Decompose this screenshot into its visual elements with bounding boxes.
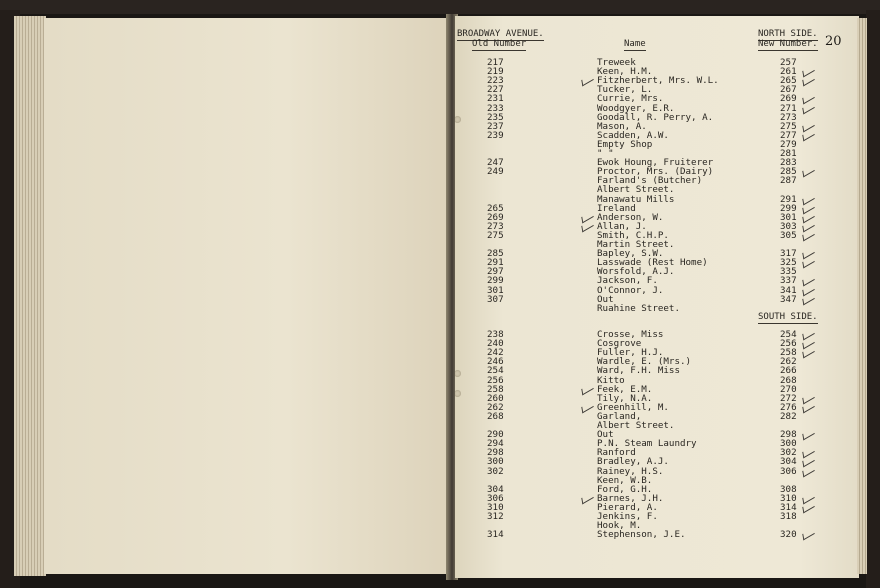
occupant-name: Mason, A. bbox=[597, 120, 647, 132]
occupant-name: Farland's (Butcher) bbox=[597, 175, 703, 187]
old-number: 237 bbox=[487, 120, 504, 132]
occupant-name: Empty Shop bbox=[597, 138, 653, 150]
old-number: 285 bbox=[487, 248, 504, 260]
occupant-name: Ford, G.H. bbox=[597, 483, 653, 495]
old-number: 223 bbox=[487, 75, 504, 87]
book-cover-top bbox=[0, 0, 880, 14]
left-page bbox=[44, 18, 448, 574]
new-number: 291 bbox=[780, 193, 797, 205]
occupant-name: Anderson, W. bbox=[597, 211, 664, 223]
old-number: 269 bbox=[487, 211, 504, 223]
new-number: 268 bbox=[780, 374, 797, 386]
occupant-name: Ewok Houng, Fruiterer bbox=[597, 157, 714, 169]
new-number: 257 bbox=[780, 57, 797, 68]
old-number: 302 bbox=[487, 465, 504, 477]
new-number: 282 bbox=[780, 410, 797, 422]
occupant-name: Bradley, A.J. bbox=[597, 456, 669, 468]
old-number: 249 bbox=[487, 166, 504, 178]
old-number: 297 bbox=[487, 266, 504, 278]
check-mark-icon bbox=[581, 382, 593, 395]
new-number: 266 bbox=[780, 365, 797, 377]
new-number: 299 bbox=[780, 202, 797, 214]
punch-hole bbox=[455, 370, 461, 377]
occupant-name: Ruahine Street. bbox=[597, 302, 680, 314]
occupant-name: Tucker, L. bbox=[597, 84, 653, 96]
name-header: Name bbox=[624, 39, 646, 49]
old-number: 298 bbox=[487, 447, 504, 459]
check-mark-icon bbox=[581, 400, 593, 413]
old-number: 307 bbox=[487, 293, 504, 305]
check-mark-icon bbox=[581, 74, 593, 87]
occupant-name: Out bbox=[597, 293, 614, 305]
occupant-name: Keen, H.M. bbox=[597, 66, 653, 78]
occupant-name: Fitzherbert, Mrs. W.L. bbox=[597, 75, 719, 87]
old-number: 301 bbox=[487, 284, 504, 296]
occupant-name: Jackson, F. bbox=[597, 275, 658, 287]
occupant-name: Keen, W.B. bbox=[597, 474, 653, 486]
north-side-header: NORTH SIDE. bbox=[758, 29, 818, 39]
new-number: 272 bbox=[780, 392, 797, 404]
new-number: 305 bbox=[780, 229, 797, 241]
new-number: 273 bbox=[780, 111, 797, 123]
occupant-name: Woodgyer, E.R. bbox=[597, 102, 675, 114]
new-number: 287 bbox=[780, 175, 797, 187]
old-number: 247 bbox=[487, 157, 504, 169]
new-number: 275 bbox=[780, 120, 797, 132]
old-number: 290 bbox=[487, 429, 504, 441]
occupant-name: Jenkins, F. bbox=[597, 511, 658, 522]
occupant-name: Greenhill, M. bbox=[597, 401, 669, 413]
new-number: 276 bbox=[780, 401, 797, 413]
old-number: 235 bbox=[487, 111, 504, 123]
punch-hole bbox=[455, 390, 461, 397]
occupant-name: Proctor, Mrs. (Dairy) bbox=[597, 166, 714, 178]
old-number: 294 bbox=[487, 438, 504, 450]
new-number: 258 bbox=[780, 347, 797, 359]
check-mark-icon bbox=[581, 491, 593, 504]
occupant-name: Goodall, R. Perry, A. bbox=[597, 111, 714, 123]
new-number: 306 bbox=[780, 465, 797, 477]
new-number: 262 bbox=[780, 356, 797, 368]
street-title: BROADWAY AVENUE. bbox=[457, 29, 544, 39]
new-number: 337 bbox=[780, 275, 797, 287]
occupant-name: Wardle, E. (Mrs.) bbox=[597, 356, 692, 368]
new-number: 302 bbox=[780, 447, 797, 459]
occupant-name: Kitto bbox=[597, 374, 625, 386]
occupant-name: P.N. Steam Laundry bbox=[597, 438, 697, 450]
new-number: 298 bbox=[780, 429, 797, 441]
occupant-name: Pierard, A. bbox=[597, 501, 658, 513]
new-number: 308 bbox=[780, 483, 797, 495]
new-number: 320 bbox=[780, 529, 797, 541]
new-number: 301 bbox=[780, 211, 797, 223]
old-number: 310 bbox=[487, 501, 504, 513]
occupant-name: Out bbox=[597, 429, 614, 441]
occupant-name: Rainey, H.S. bbox=[597, 465, 664, 477]
new-number: 317 bbox=[780, 248, 797, 260]
old-number: 239 bbox=[487, 129, 504, 141]
occupant-name: Currie, Mrs. bbox=[597, 93, 664, 105]
old-number: 304 bbox=[487, 483, 504, 495]
old-number: 262 bbox=[487, 401, 504, 413]
page-edges-right bbox=[857, 18, 867, 574]
south-side-header: SOUTH SIDE. bbox=[758, 312, 818, 322]
occupant-name: Crosse, Miss bbox=[597, 329, 664, 340]
old-number: 299 bbox=[487, 275, 504, 287]
occupant-name: Treweek bbox=[597, 57, 636, 68]
occupant-name: Worsfold, A.J. bbox=[597, 266, 675, 278]
old-number: 233 bbox=[487, 102, 504, 114]
check-mark-icon bbox=[802, 428, 814, 441]
old-number: 312 bbox=[487, 511, 504, 522]
punch-hole bbox=[455, 116, 461, 123]
occupant-name: Garland, bbox=[597, 410, 642, 422]
old-number: 260 bbox=[487, 392, 504, 404]
new-number: 254 bbox=[780, 329, 797, 340]
new-number: 271 bbox=[780, 102, 797, 114]
occupant-name: Allan, J. bbox=[597, 220, 647, 232]
new-number: 269 bbox=[780, 93, 797, 105]
new-number: 300 bbox=[780, 438, 797, 450]
old-number: 273 bbox=[487, 220, 504, 232]
new-number-header: New Number. bbox=[758, 39, 818, 49]
new-number: 279 bbox=[780, 138, 797, 150]
old-number: 231 bbox=[487, 93, 504, 105]
old-number: 246 bbox=[487, 356, 504, 368]
old-number: 268 bbox=[487, 410, 504, 422]
page-number: 20 bbox=[825, 34, 842, 49]
old-number: 258 bbox=[487, 383, 504, 395]
occupant-name: Tily, N.A. bbox=[597, 392, 653, 404]
new-number: 261 bbox=[780, 66, 797, 78]
occupant-name: Bapley, S.W. bbox=[597, 248, 664, 260]
occupant-name: O'Connor, J. bbox=[597, 284, 664, 296]
new-number: 341 bbox=[780, 284, 797, 296]
old-number: 256 bbox=[487, 374, 504, 386]
old-number: 275 bbox=[487, 229, 504, 241]
new-number: 304 bbox=[780, 456, 797, 468]
old-number: 314 bbox=[487, 529, 504, 541]
new-number: 318 bbox=[780, 511, 797, 522]
new-number: 347 bbox=[780, 293, 797, 305]
occupant-name: Martin Street. bbox=[597, 239, 675, 250]
occupant-name: Hook, M. bbox=[597, 520, 642, 532]
new-number: 310 bbox=[780, 492, 797, 504]
new-number: 270 bbox=[780, 383, 797, 395]
occupant-name: Cosgrove bbox=[597, 338, 642, 350]
new-number: 335 bbox=[780, 266, 797, 278]
check-mark-icon bbox=[802, 528, 814, 541]
occupant-name: Lasswade (Rest Home) bbox=[597, 257, 708, 269]
old-number: 306 bbox=[487, 492, 504, 504]
occupant-name: Albert Street. bbox=[597, 420, 675, 431]
page-edges-left bbox=[14, 16, 46, 576]
occupant-name: Albert Street. bbox=[597, 184, 675, 196]
occupant-name: Ranford bbox=[597, 447, 636, 459]
new-number: 277 bbox=[780, 129, 797, 141]
occupant-name: Ward, F.H. Miss bbox=[597, 365, 680, 377]
old-number: 254 bbox=[487, 365, 504, 377]
occupant-name: Ireland bbox=[597, 202, 636, 214]
old-number: 242 bbox=[487, 347, 504, 359]
check-mark-icon bbox=[802, 165, 814, 178]
new-number: 281 bbox=[780, 148, 797, 159]
new-number: 325 bbox=[780, 257, 797, 269]
old-number: 227 bbox=[487, 84, 504, 96]
new-number: 256 bbox=[780, 338, 797, 350]
old-number: 240 bbox=[487, 338, 504, 350]
occupant-name: Fuller, H.J. bbox=[597, 347, 664, 359]
occupant-name: Manawatu Mills bbox=[597, 193, 675, 205]
old-number-header: Old Number bbox=[472, 39, 527, 49]
occupant-name: " " bbox=[597, 148, 614, 159]
occupant-name: Stephenson, J.E. bbox=[597, 529, 686, 541]
new-number: 283 bbox=[780, 157, 797, 169]
new-number: 314 bbox=[780, 501, 797, 513]
new-number: 285 bbox=[780, 166, 797, 178]
old-number: 300 bbox=[487, 456, 504, 468]
occupant-name: Smith, C.H.P. bbox=[597, 229, 669, 241]
new-number: 267 bbox=[780, 84, 797, 96]
book-cover-right bbox=[866, 10, 880, 588]
new-number: 265 bbox=[780, 75, 797, 87]
old-number: 219 bbox=[487, 66, 504, 78]
right-page bbox=[455, 16, 859, 578]
old-number: 265 bbox=[487, 202, 504, 214]
old-number: 217 bbox=[487, 57, 504, 68]
occupant-name: Scadden, A.W. bbox=[597, 129, 669, 141]
old-number: 291 bbox=[487, 257, 504, 269]
old-number: 238 bbox=[487, 329, 504, 340]
new-number: 303 bbox=[780, 220, 797, 232]
occupant-name: Feek, E.M. bbox=[597, 383, 653, 395]
occupant-name: Barnes, J.H. bbox=[597, 492, 664, 504]
